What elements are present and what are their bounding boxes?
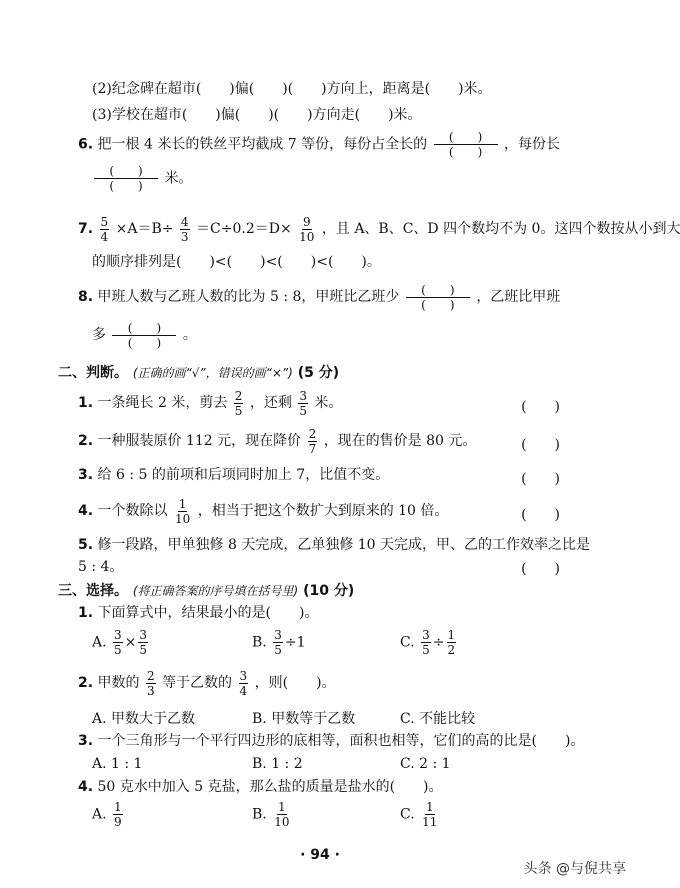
expr-text: ，且 A、B、C、D 四个数均不为 0。这四个数按从小到大 bbox=[321, 221, 680, 237]
question-number: 1. bbox=[78, 395, 94, 411]
answer-blank[interactable]: ( ) bbox=[521, 471, 560, 487]
denominator: 4 bbox=[239, 683, 248, 698]
question-number: 6. bbox=[78, 136, 94, 153]
question-text: 一个三角形与一个平行四边形的底相等，面积也相等，它们的高的比是( )。 bbox=[97, 733, 585, 749]
section-title: 二、判断。 bbox=[58, 365, 128, 381]
answer-blank[interactable]: ( ) bbox=[521, 507, 560, 523]
denominator: 2 bbox=[447, 643, 456, 657]
section-note: (正确的画“√”，错误的画“×”) bbox=[132, 366, 293, 380]
option-b[interactable]: B. 甲数等于乙数 bbox=[252, 711, 356, 727]
judge-item-4 bbox=[78, 496, 448, 526]
fraction bbox=[298, 215, 315, 244]
judge-item-2 bbox=[78, 426, 476, 456]
question-8-line2 bbox=[92, 320, 197, 350]
fraction-blank[interactable] bbox=[406, 283, 470, 312]
question-6 bbox=[78, 130, 560, 159]
judge-item-1 bbox=[78, 388, 578, 418]
fraction bbox=[113, 628, 123, 657]
option-c[interactable] bbox=[400, 628, 458, 657]
option-a[interactable]: A. 甲数大于乙数 bbox=[92, 711, 196, 727]
denominator: 9 bbox=[114, 815, 122, 829]
question-number: 3. bbox=[78, 733, 94, 749]
question-number: 7. bbox=[78, 221, 94, 237]
fraction bbox=[273, 800, 290, 829]
denominator: 7 bbox=[308, 441, 317, 456]
operator: ÷ bbox=[432, 634, 445, 651]
numerator: 5 bbox=[100, 214, 109, 229]
blank-numerator: ( ) bbox=[94, 164, 158, 179]
item-text: 一条绳长 2 米，剪去 bbox=[97, 395, 228, 411]
item-text-2: ，现在的售价是 80 元。 bbox=[323, 433, 477, 449]
section-3-heading bbox=[58, 582, 354, 600]
numerator: 1 bbox=[425, 800, 434, 814]
end-mark: 。 bbox=[182, 327, 197, 343]
numerator: 3 bbox=[299, 388, 307, 403]
numerator: 3 bbox=[422, 628, 430, 642]
question-text: 甲数的 bbox=[97, 675, 140, 691]
option-a[interactable] bbox=[92, 800, 125, 829]
section-2-heading bbox=[58, 364, 339, 382]
answer-blank[interactable]: ( ) bbox=[521, 437, 560, 453]
section-score: (5 分) bbox=[297, 365, 340, 381]
choice-q4-options bbox=[92, 800, 492, 834]
fraction bbox=[174, 497, 191, 526]
choice-q4 bbox=[78, 778, 443, 796]
fraction-blank[interactable] bbox=[434, 130, 498, 159]
blank-denominator: ( ) bbox=[421, 297, 455, 312]
fraction bbox=[100, 215, 110, 244]
item-text: 修一段路，甲单独修 8 天完成，乙单独修 10 天完成，甲、乙的工作效率之比是 bbox=[97, 537, 591, 553]
option-label: B. bbox=[252, 806, 267, 823]
question-number: 2. bbox=[78, 433, 94, 449]
numerator: 3 bbox=[239, 668, 248, 683]
fraction bbox=[234, 389, 244, 418]
numerator: 3 bbox=[114, 628, 122, 642]
question-number: 2. bbox=[78, 675, 94, 691]
section-score: (10 分) bbox=[303, 583, 355, 599]
operator: × bbox=[124, 634, 137, 651]
fraction bbox=[138, 628, 148, 657]
option-c[interactable]: C. 不能比较 bbox=[400, 711, 476, 727]
question-text: 下面算式中，结果最小的是( )。 bbox=[97, 605, 319, 621]
option-b[interactable] bbox=[252, 628, 305, 657]
blank-numerator: ( ) bbox=[112, 321, 176, 336]
choice-q3-options bbox=[92, 756, 492, 776]
denominator: 10 bbox=[274, 815, 290, 829]
fraction bbox=[113, 800, 123, 829]
item-text-2: ，相当于把这个数扩大到原来的 10 倍。 bbox=[197, 503, 449, 519]
denominator: 10 bbox=[299, 229, 315, 244]
fraction bbox=[239, 669, 249, 698]
question-7 bbox=[78, 214, 680, 244]
fraction bbox=[421, 800, 438, 829]
section-title: 三、选择。 bbox=[58, 583, 128, 599]
numerator: 4 bbox=[180, 214, 189, 229]
question-number: 5. bbox=[78, 537, 94, 553]
question-text-3: 多 bbox=[92, 327, 106, 343]
denominator: 5 bbox=[422, 643, 430, 657]
option-label: C. bbox=[400, 806, 415, 823]
answer-blank[interactable]: ( ) bbox=[521, 561, 560, 577]
question-7-line2: 的顺序排列是( )<( )<( )<( )。 bbox=[92, 254, 381, 270]
choice-q2 bbox=[78, 668, 336, 698]
numerator: 2 bbox=[308, 426, 317, 441]
question-text: 甲班人数与乙班人数的比为 5 : 8，甲班比乙班少 bbox=[97, 289, 400, 305]
fraction bbox=[180, 215, 190, 244]
blank-denominator: ( ) bbox=[109, 179, 143, 193]
expr-text: ×A＝B÷ bbox=[115, 221, 174, 237]
choice-q3 bbox=[78, 732, 584, 750]
item-text: 一个数除以 bbox=[97, 503, 168, 519]
numerator: 1 bbox=[447, 628, 456, 642]
unit-text: 米。 bbox=[164, 170, 193, 187]
option-a[interactable] bbox=[92, 628, 150, 657]
fraction bbox=[421, 628, 431, 657]
judge-item-5 bbox=[78, 536, 590, 554]
denominator: 11 bbox=[422, 815, 438, 829]
question-text: 把一根 4 米长的铁丝平均截成 7 等份，每份占全长的 bbox=[97, 136, 428, 153]
blank-denominator: ( ) bbox=[127, 335, 162, 350]
item-text: 一种服装原价 112 元，现在降价 bbox=[97, 433, 302, 449]
numerator: 1 bbox=[278, 800, 286, 814]
choice-q2-options bbox=[92, 708, 492, 728]
item-text-2: ，还剩 bbox=[249, 395, 292, 411]
option-label: A. bbox=[92, 806, 107, 823]
question-number: 8. bbox=[78, 289, 94, 305]
watermark: 头条 @与倪共享 bbox=[523, 861, 626, 877]
question-text-3: ，则( )。 bbox=[254, 675, 336, 691]
option-label: B. bbox=[252, 634, 267, 651]
question-text-2: ，乙班比甲班 bbox=[476, 289, 561, 305]
choice-q1 bbox=[78, 604, 318, 622]
question-text: 50 克水中加入 5 克盐，那么盐的质量是盐水的( )。 bbox=[97, 779, 443, 795]
numerator: 2 bbox=[234, 388, 243, 403]
fraction bbox=[308, 427, 318, 456]
option-b[interactable]: B. 1 : 2 bbox=[252, 756, 303, 772]
denominator: 5 bbox=[139, 643, 148, 657]
question-number: 3. bbox=[78, 467, 94, 483]
fraction-blank[interactable] bbox=[112, 321, 176, 350]
question-text-2: ，每份长 bbox=[504, 136, 561, 153]
denominator: 5 bbox=[274, 643, 282, 657]
numerator: 3 bbox=[139, 628, 148, 642]
item-text-3: 米。 bbox=[314, 395, 343, 411]
option-c[interactable] bbox=[400, 800, 440, 829]
blank-numerator: ( ) bbox=[406, 283, 470, 298]
q2-part3: (3)学校在超市( )偏( )( )方向走( )米。 bbox=[92, 107, 422, 123]
item-text: 给 6 : 5 的前项和后项同时加上 7，比值不变。 bbox=[97, 467, 390, 483]
option-c[interactable]: C. 2 : 1 bbox=[400, 756, 451, 772]
question-6-line2 bbox=[92, 164, 192, 193]
denominator: 5 bbox=[114, 643, 122, 657]
fraction-blank[interactable] bbox=[94, 164, 158, 193]
expr-text: ＝C÷0.2＝D× bbox=[196, 221, 292, 237]
fraction bbox=[273, 628, 283, 657]
numerator: 2 bbox=[146, 668, 155, 683]
denominator: 5 bbox=[299, 403, 307, 418]
numerator: 1 bbox=[114, 800, 122, 814]
question-number: 4. bbox=[78, 779, 94, 795]
q2-part2: (2)纪念碑在超市( )偏( )( )方向上，距离是( )米。 bbox=[92, 81, 492, 97]
judge-item-3 bbox=[78, 466, 389, 484]
question-number: 1. bbox=[78, 605, 94, 621]
section-note: (将正确答案的序号填在括号里) bbox=[132, 584, 299, 598]
blank-denominator: ( ) bbox=[448, 145, 483, 159]
answer-blank[interactable]: ( ) bbox=[521, 399, 560, 415]
option-label: A. bbox=[92, 634, 107, 651]
option-b[interactable] bbox=[252, 800, 292, 829]
denominator: 5 bbox=[234, 403, 243, 418]
blank-numerator: ( ) bbox=[434, 130, 498, 145]
numerator: 9 bbox=[302, 214, 311, 229]
fraction bbox=[298, 389, 308, 418]
operator: ÷1 bbox=[284, 634, 306, 651]
page-number: · 94 · bbox=[300, 847, 340, 863]
choice-q1-options bbox=[92, 628, 492, 662]
question-number: 4. bbox=[78, 503, 94, 519]
fraction bbox=[447, 628, 457, 657]
judge-item-5-line2: 5 : 4。 bbox=[78, 559, 124, 575]
numerator: 3 bbox=[274, 628, 282, 642]
denominator: 3 bbox=[180, 229, 189, 244]
numerator: 1 bbox=[178, 496, 187, 511]
denominator: 4 bbox=[100, 229, 109, 244]
question-text-2: 等于乙数的 bbox=[162, 675, 233, 691]
option-a[interactable]: A. 1 : 1 bbox=[92, 756, 143, 772]
question-8 bbox=[78, 282, 560, 312]
fraction bbox=[146, 669, 156, 698]
denominator: 3 bbox=[146, 683, 155, 698]
option-label: C. bbox=[400, 634, 415, 651]
denominator: 10 bbox=[174, 511, 191, 526]
